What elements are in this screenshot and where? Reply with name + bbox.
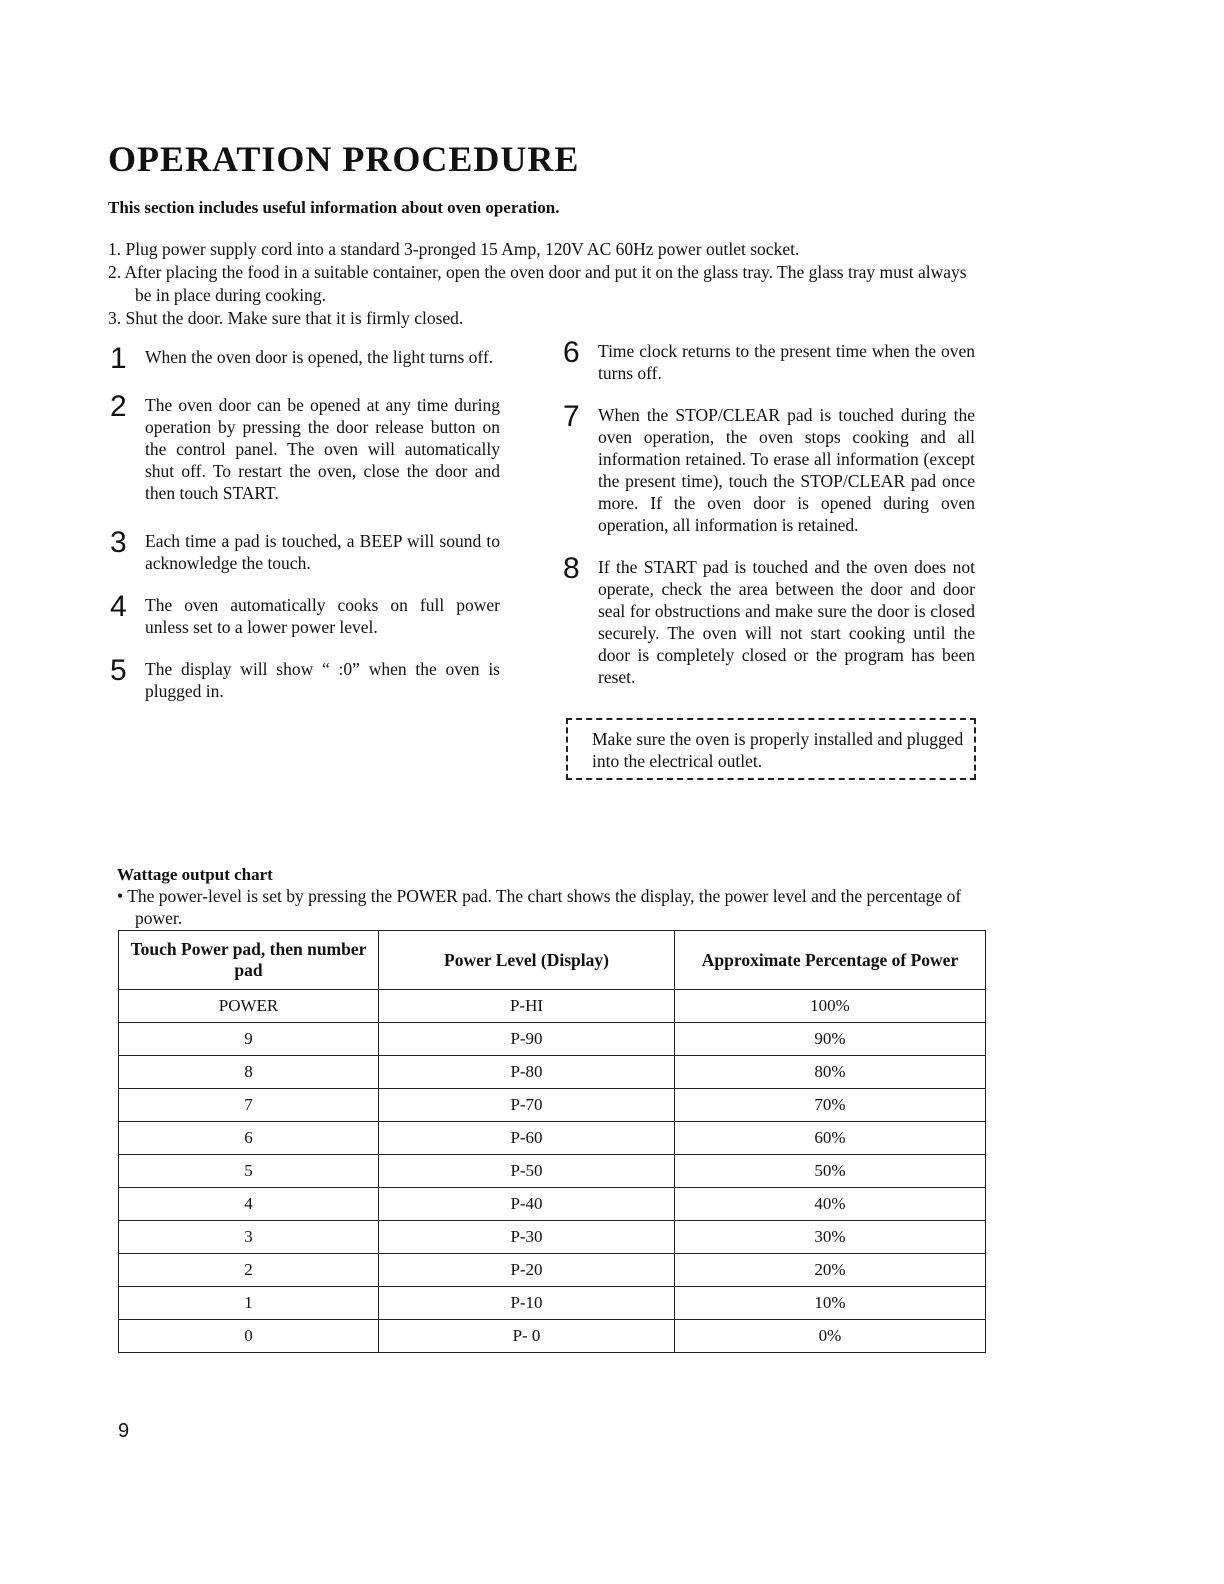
table-row	[119, 1287, 986, 1320]
table-cell: P-40	[379, 1188, 675, 1221]
column-header: Approximate Percentage of Power	[675, 931, 986, 990]
table-cell: 6	[119, 1122, 379, 1155]
table-cell: P-50	[379, 1155, 675, 1188]
table-cell: 0	[119, 1320, 379, 1353]
column-header: Power Level (Display)	[379, 931, 675, 990]
table-cell: 100%	[675, 990, 986, 1023]
table-cell: 40%	[675, 1188, 986, 1221]
table-row	[119, 1056, 986, 1089]
table-cell: 50%	[675, 1155, 986, 1188]
page-number: 9	[118, 1420, 130, 1442]
note-item: 4 The oven automatically cooks on full power unless set to a lower power level.	[110, 590, 500, 637]
table-cell: P-10	[379, 1287, 675, 1320]
section-subtitle: This section includes useful information about oven operation.	[108, 198, 560, 217]
column-header: Touch Power pad, then number pad	[119, 931, 379, 990]
table-cell: P-60	[379, 1122, 675, 1155]
setup-step: 1. Plug power supply cord into a standard 3-pronged 15 Amp, 120V AC 60Hz power outlet socket.	[108, 239, 800, 259]
table-cell: 30%	[675, 1221, 986, 1254]
table-cell: 3	[119, 1221, 379, 1254]
table-row	[119, 1023, 986, 1056]
table-cell: 90%	[675, 1023, 986, 1056]
table-cell: 20%	[675, 1254, 986, 1287]
table-row	[119, 1221, 986, 1254]
note-item: 3 Each time a pad is touched, a BEEP will sound to acknowledge the touch.	[110, 526, 500, 573]
notes-left-column	[110, 342, 500, 722]
note-item: 6 Time clock returns to the present time when the oven turns off.	[563, 336, 975, 383]
table-cell: 2	[119, 1254, 379, 1287]
notes-right-column	[563, 336, 975, 708]
note-item: 7 When the STOP/CLEAR pad is touched during the oven operation, the oven stops cooking and all information retained. To erase all information (except the present time), touch the STOP/CLEAR pad once more. If the oven door is opened during oven operation, all information is retained.	[563, 400, 975, 535]
table-cell: P- 0	[379, 1320, 675, 1353]
table-cell: 4	[119, 1188, 379, 1221]
setup-step: 2. After placing the food in a suitable container, open the oven door and put it on the glass tray. The glass tray must always be in place during cooking.	[108, 262, 967, 305]
table-row	[119, 1254, 986, 1287]
note-item: 2 The oven door can be opened at any time during operation by pressing the door release button on the control panel. The oven will automatically shut off. To restart the oven, close the door and then touch START.	[110, 390, 500, 503]
table-cell: 9	[119, 1023, 379, 1056]
table-cell: 80%	[675, 1056, 986, 1089]
table-cell: POWER	[119, 990, 379, 1023]
table-row	[119, 990, 986, 1023]
table-cell: P-80	[379, 1056, 675, 1089]
wattage-table	[118, 930, 986, 1353]
table-cell: P-90	[379, 1023, 675, 1056]
table-row	[119, 1089, 986, 1122]
table-cell: P-20	[379, 1254, 675, 1287]
wattage-chart-description: • The power-level is set by pressing the POWER pad. The chart shows the display, the power level and the percentage of power.	[117, 886, 962, 928]
table-cell: 0%	[675, 1320, 986, 1353]
table-cell: 60%	[675, 1122, 986, 1155]
setup-step: 3. Shut the door. Make sure that it is firmly closed.	[108, 308, 464, 328]
note-item: 8 If the START pad is touched and the oven does not operate, check the area between the door and door seal for obstructions and make sure the door is closed securely. The oven will not start cooking until the door is completely closed or the program has been reset.	[563, 552, 975, 687]
table-cell: 7	[119, 1089, 379, 1122]
table-row	[119, 1155, 986, 1188]
note-item: 5 The display will show “ :0” when the oven is plugged in.	[110, 654, 500, 701]
table-cell: 5	[119, 1155, 379, 1188]
table-cell: 70%	[675, 1089, 986, 1122]
table-cell: 8	[119, 1056, 379, 1089]
table-row	[119, 1122, 986, 1155]
page-title: OPERATION PROCEDURE	[108, 139, 580, 179]
table-cell: P-HI	[379, 990, 675, 1023]
note-item: 1 When the oven door is opened, the light turns off.	[110, 342, 494, 375]
table-cell: P-70	[379, 1089, 675, 1122]
boxed-note: Make sure the oven is properly installed and plugged into the electrical outlet.	[566, 718, 976, 780]
setup-steps	[108, 238, 978, 330]
table-row	[119, 1320, 986, 1353]
table-row	[119, 1188, 986, 1221]
table-cell: 10%	[675, 1287, 986, 1320]
table-cell: P-30	[379, 1221, 675, 1254]
wattage-chart-title: Wattage output chart	[117, 865, 273, 884]
table-cell: 1	[119, 1287, 379, 1320]
